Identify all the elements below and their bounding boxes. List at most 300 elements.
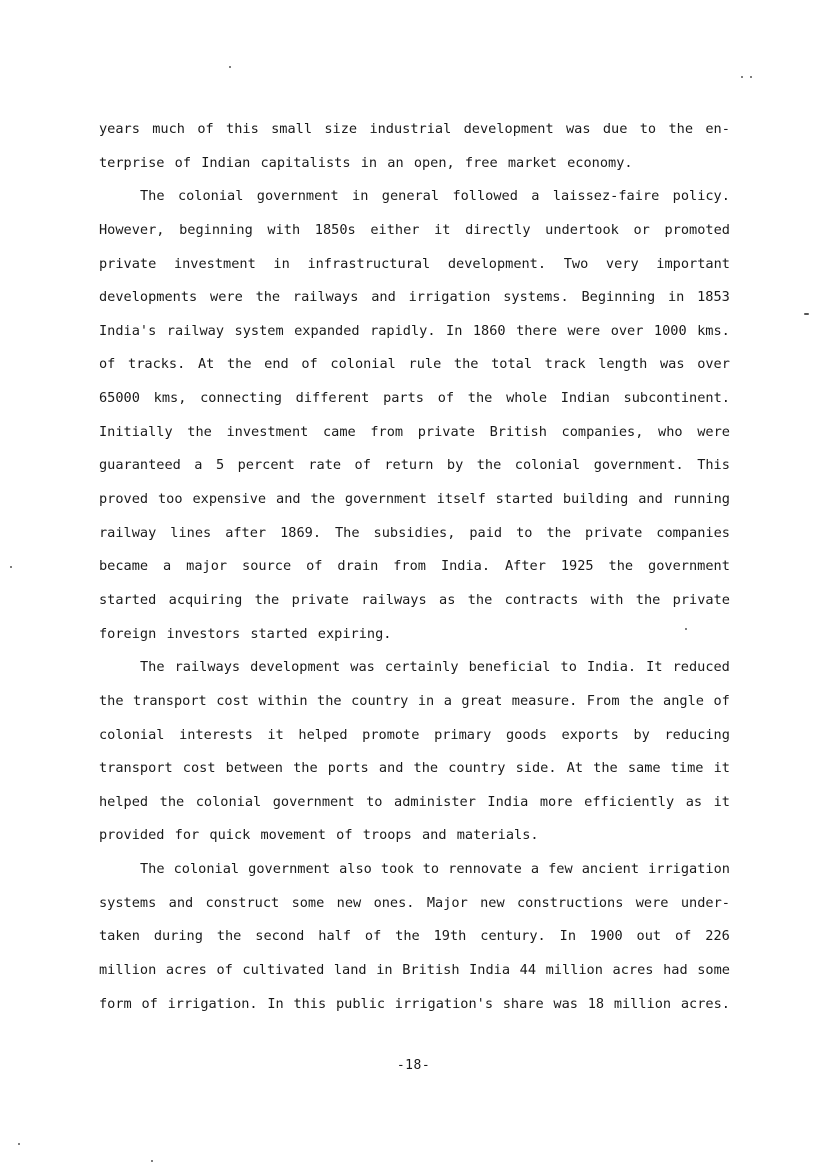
word: 1850s	[314, 221, 356, 238]
word: system	[234, 322, 284, 339]
word: connecting	[200, 390, 282, 407]
word: 1869.	[280, 524, 322, 541]
word: the	[476, 457, 502, 474]
word: was	[659, 356, 685, 373]
word: private	[417, 423, 475, 440]
word: over	[610, 322, 644, 339]
word: from	[393, 558, 426, 575]
word: much	[152, 121, 185, 137]
word: efficiently	[584, 793, 675, 810]
word: development	[250, 659, 341, 676]
word: The	[140, 659, 165, 676]
word: private	[585, 524, 643, 541]
word: very	[605, 255, 639, 272]
word: British	[489, 423, 547, 440]
word: railways	[174, 659, 241, 676]
word: irrigation	[648, 861, 730, 878]
word: within	[258, 692, 308, 709]
text-line	[99, 923, 730, 957]
text-line	[99, 856, 730, 890]
word: expanded	[294, 322, 360, 339]
word: share	[502, 995, 544, 1012]
text-line	[99, 991, 730, 1025]
text-line	[99, 452, 730, 486]
word: to	[422, 861, 440, 878]
word: lines	[170, 524, 212, 541]
word: from	[370, 423, 404, 440]
word: colonial	[514, 457, 581, 474]
word: the	[608, 558, 634, 575]
word: 226	[705, 928, 730, 945]
word: Two	[563, 255, 589, 272]
word: 1925	[560, 558, 594, 575]
word: the	[629, 692, 654, 709]
word: of	[354, 457, 371, 474]
word: government	[248, 861, 331, 878]
word: some	[697, 962, 730, 979]
text-line	[99, 486, 730, 520]
word: drain	[337, 558, 379, 575]
word: either	[370, 221, 420, 238]
word: length	[598, 356, 648, 373]
word: India	[469, 962, 511, 979]
word: of	[364, 928, 382, 945]
word: infrastructural	[307, 255, 431, 272]
word: and	[638, 491, 663, 508]
word: In	[446, 322, 463, 339]
word: the	[216, 928, 242, 945]
word: irrigation's	[394, 995, 494, 1012]
text-line	[99, 351, 730, 385]
word: more	[539, 793, 573, 810]
word: investment	[226, 423, 309, 440]
word: country	[448, 760, 506, 777]
word: the	[99, 692, 124, 709]
word: side.	[515, 760, 557, 777]
word: The	[335, 524, 360, 541]
word: angle	[663, 692, 704, 709]
word: the	[159, 793, 185, 810]
word: important	[656, 255, 730, 272]
word: by	[633, 726, 650, 743]
word: government	[256, 188, 339, 205]
word: to	[516, 524, 533, 541]
word: rule	[408, 356, 442, 373]
word: government	[344, 491, 427, 508]
scan-speck	[750, 76, 752, 78]
word: private	[291, 591, 349, 608]
word: end	[264, 356, 289, 373]
word: rate	[308, 457, 342, 474]
word: railway	[99, 524, 157, 541]
word: it	[267, 726, 284, 743]
word: 19th	[433, 928, 467, 945]
word: were	[567, 322, 601, 339]
word: due	[602, 121, 628, 137]
page-number: -18-	[396, 1058, 431, 1073]
word: it	[713, 760, 730, 777]
word: half	[318, 928, 352, 945]
word: of	[306, 558, 323, 575]
scan-speck	[741, 76, 743, 78]
text-line	[99, 621, 730, 655]
word: years	[99, 121, 140, 137]
word: came	[322, 423, 356, 440]
text-line	[99, 957, 730, 991]
word: Major	[426, 894, 468, 911]
word: million	[545, 962, 603, 979]
word: 1853	[697, 289, 730, 306]
word: the	[395, 928, 420, 945]
text-line	[99, 318, 730, 352]
word: cultivated	[242, 962, 325, 979]
word: kms.	[697, 322, 730, 339]
word: time	[670, 760, 704, 777]
word: reduced	[672, 659, 730, 676]
text-line	[99, 520, 730, 554]
word: century.	[480, 928, 546, 945]
word: and	[168, 894, 194, 911]
word: railways	[292, 289, 359, 306]
word: government.	[593, 457, 684, 474]
word: in	[417, 692, 435, 709]
word: kms,	[153, 390, 187, 407]
word: the	[668, 121, 694, 137]
text-line	[99, 217, 730, 251]
word: India's	[99, 322, 157, 339]
word: 44	[519, 962, 537, 979]
word: to	[560, 659, 577, 676]
body-text	[99, 116, 730, 1024]
word: of	[713, 692, 730, 709]
word: in	[352, 188, 369, 205]
word: From	[586, 692, 620, 709]
word: of	[216, 962, 233, 979]
word: India.	[440, 558, 491, 575]
word: primary	[434, 726, 492, 743]
text-line	[99, 385, 730, 419]
word: industrial	[369, 121, 452, 137]
word: new	[336, 894, 362, 911]
word: 1000	[653, 322, 687, 339]
word: small	[271, 121, 313, 137]
text-line	[99, 284, 730, 318]
word: major	[186, 558, 228, 575]
word: construct	[205, 894, 280, 911]
word: the	[467, 390, 493, 407]
word: a	[443, 692, 452, 709]
word: the	[226, 356, 252, 373]
word: whole	[506, 390, 547, 407]
word: of	[301, 356, 318, 373]
word: helped	[99, 793, 149, 810]
word: parts	[383, 390, 424, 407]
word: the	[413, 760, 439, 777]
word: companies,	[561, 423, 644, 440]
word: form	[99, 995, 132, 1012]
text-line	[99, 688, 730, 722]
word: after	[225, 524, 267, 541]
word: with	[590, 591, 624, 608]
word: of	[197, 121, 214, 137]
word: private	[672, 591, 730, 608]
word: some	[291, 894, 325, 911]
word: ports	[327, 760, 369, 777]
word: paid	[469, 524, 503, 541]
scan-speck	[804, 313, 809, 315]
word: constructions	[517, 894, 624, 911]
word: and	[371, 289, 396, 306]
word: same	[627, 760, 661, 777]
text-line	[99, 822, 730, 856]
word: development	[463, 121, 554, 137]
word: private	[99, 255, 157, 272]
word: India	[487, 793, 529, 810]
word: the	[317, 692, 342, 709]
word: In	[559, 928, 577, 945]
word: in	[273, 255, 290, 272]
word: a	[530, 861, 540, 878]
word: This	[697, 457, 730, 474]
word: of	[437, 390, 455, 407]
word: in	[667, 289, 685, 306]
word: systems.	[503, 289, 569, 306]
word: country	[351, 692, 409, 709]
word: was	[565, 121, 591, 137]
word: certainly	[384, 659, 459, 676]
word: transport	[133, 692, 207, 709]
word: great	[461, 692, 503, 709]
word: was	[553, 995, 578, 1012]
word: railway	[166, 322, 225, 339]
word: second	[255, 928, 305, 945]
word: 65000	[99, 390, 140, 407]
word: public	[335, 995, 386, 1012]
word: administer	[394, 793, 476, 810]
word: few	[548, 861, 573, 878]
word: cost	[182, 760, 216, 777]
word: government	[272, 793, 355, 810]
word: railways	[361, 591, 427, 608]
word: running	[672, 491, 730, 508]
text-line	[99, 150, 730, 184]
word: in	[376, 962, 393, 979]
word: development.	[447, 255, 547, 272]
word: source	[242, 558, 292, 575]
word: by	[446, 457, 464, 474]
word: exports	[561, 726, 619, 743]
word: and	[276, 491, 301, 508]
word: British	[402, 962, 460, 979]
word: The	[140, 861, 165, 878]
word: this	[226, 121, 259, 137]
word: of	[141, 995, 158, 1012]
word: promoted	[664, 221, 730, 238]
word: who	[658, 423, 683, 440]
word: investment	[173, 255, 256, 272]
word: India.	[586, 659, 637, 676]
scan-speck	[151, 1160, 153, 1162]
word: the	[310, 491, 336, 508]
word: the	[254, 591, 280, 608]
line-text: foreign investors started expiring.	[99, 625, 392, 642]
word: developments	[99, 289, 198, 306]
word: government	[648, 558, 730, 575]
word: rennovate	[448, 861, 522, 878]
word: 18	[587, 995, 605, 1012]
line-text: provided for quick movement of troops and materials.	[99, 827, 539, 844]
word: acres.	[680, 995, 730, 1012]
word: tracks.	[128, 356, 186, 373]
word: laissez-faire	[552, 188, 660, 205]
word: general	[381, 188, 440, 205]
word: subcontinent.	[623, 390, 730, 407]
word: beneficial	[468, 659, 551, 676]
word: interests	[179, 726, 253, 743]
word: companies	[656, 524, 730, 541]
word: 5	[215, 457, 225, 474]
word: it	[713, 793, 730, 810]
word: had	[663, 962, 688, 979]
word: of	[99, 356, 116, 373]
word: the	[293, 760, 318, 777]
word: track	[544, 356, 586, 373]
word: At	[197, 356, 215, 373]
word: reducing	[664, 726, 730, 743]
word: 1900	[589, 928, 623, 945]
text-line	[99, 587, 730, 621]
word: irrigation.	[167, 995, 258, 1012]
word: there	[516, 322, 557, 339]
word: acres	[612, 962, 654, 979]
word: total	[491, 356, 533, 373]
word: ancient	[581, 861, 640, 878]
word: Beginning	[581, 289, 656, 306]
word: this	[293, 995, 327, 1012]
word: colonial	[99, 726, 165, 743]
scan-speck	[10, 566, 12, 568]
word: beginning	[179, 221, 253, 238]
word: measure.	[511, 692, 578, 709]
word: cost	[216, 692, 249, 709]
word: subsidies,	[373, 524, 456, 541]
word: the	[467, 591, 493, 608]
word: contracts	[504, 591, 579, 608]
text-line	[99, 789, 730, 823]
word: became	[99, 558, 149, 575]
word: directly	[465, 221, 531, 238]
word: taken	[99, 928, 140, 945]
word: as	[685, 793, 703, 810]
scan-speck	[18, 1143, 20, 1145]
word: rapidly.	[370, 322, 436, 339]
word: policy.	[672, 188, 730, 205]
word: between	[225, 760, 283, 777]
word: during	[153, 928, 203, 945]
word: colonial	[173, 861, 240, 878]
word: with	[267, 221, 301, 238]
text-line	[99, 654, 730, 688]
scan-speck	[685, 628, 687, 630]
word: was	[350, 659, 375, 676]
word: percent	[237, 457, 295, 474]
word: as	[439, 591, 456, 608]
word: The	[140, 188, 165, 205]
word: land	[333, 962, 367, 979]
word: undertook	[545, 221, 619, 238]
word: Initially	[99, 423, 173, 440]
text-line	[99, 890, 730, 924]
word: the	[546, 524, 572, 541]
word: After	[504, 558, 546, 575]
word: started	[495, 491, 553, 508]
word: the	[255, 289, 281, 306]
word: followed	[452, 188, 518, 205]
word: systems	[99, 894, 157, 911]
word: too	[158, 491, 183, 508]
word: also	[339, 861, 372, 878]
line-text: terprise of Indian capitalists in an open, free market economy.	[99, 154, 633, 171]
word: out	[636, 928, 662, 945]
text-line	[99, 116, 730, 150]
word: started	[99, 591, 157, 608]
word: helped	[298, 726, 348, 743]
text-line	[99, 251, 730, 285]
word: size	[324, 121, 358, 137]
word: building	[562, 491, 629, 508]
word: the	[635, 591, 661, 608]
word: transport	[99, 760, 173, 777]
word: It	[646, 659, 663, 676]
word: were	[210, 289, 243, 306]
word: the	[593, 760, 618, 777]
word: In	[267, 995, 284, 1012]
word: a	[194, 457, 203, 474]
word: or	[633, 221, 650, 238]
word: itself	[436, 491, 486, 508]
word: en-	[705, 121, 730, 137]
text-line	[99, 755, 730, 789]
scan-speck	[229, 66, 231, 68]
word: ones.	[373, 894, 415, 911]
word: and	[378, 760, 404, 777]
word: Indian	[560, 390, 610, 407]
word: return	[384, 457, 434, 474]
word: the	[453, 356, 479, 373]
word: a	[163, 558, 172, 575]
text-line	[99, 722, 730, 756]
word: new	[480, 894, 505, 911]
word: However,	[99, 221, 165, 238]
word: guaranteed	[99, 457, 181, 474]
text-line	[99, 183, 730, 217]
word: irrigation	[408, 289, 491, 306]
word: million	[99, 962, 157, 979]
word: to	[366, 793, 383, 810]
word: million	[613, 995, 672, 1012]
word: acquiring	[168, 591, 243, 608]
word: colonial	[177, 188, 244, 205]
word: under-	[680, 894, 730, 911]
word: At	[566, 760, 584, 777]
word: the	[187, 423, 212, 440]
text-line	[99, 553, 730, 587]
word: proved	[99, 491, 149, 508]
word: expensive	[192, 491, 267, 508]
word: colonial	[330, 356, 396, 373]
word: goods	[505, 726, 547, 743]
word: were	[635, 894, 669, 911]
